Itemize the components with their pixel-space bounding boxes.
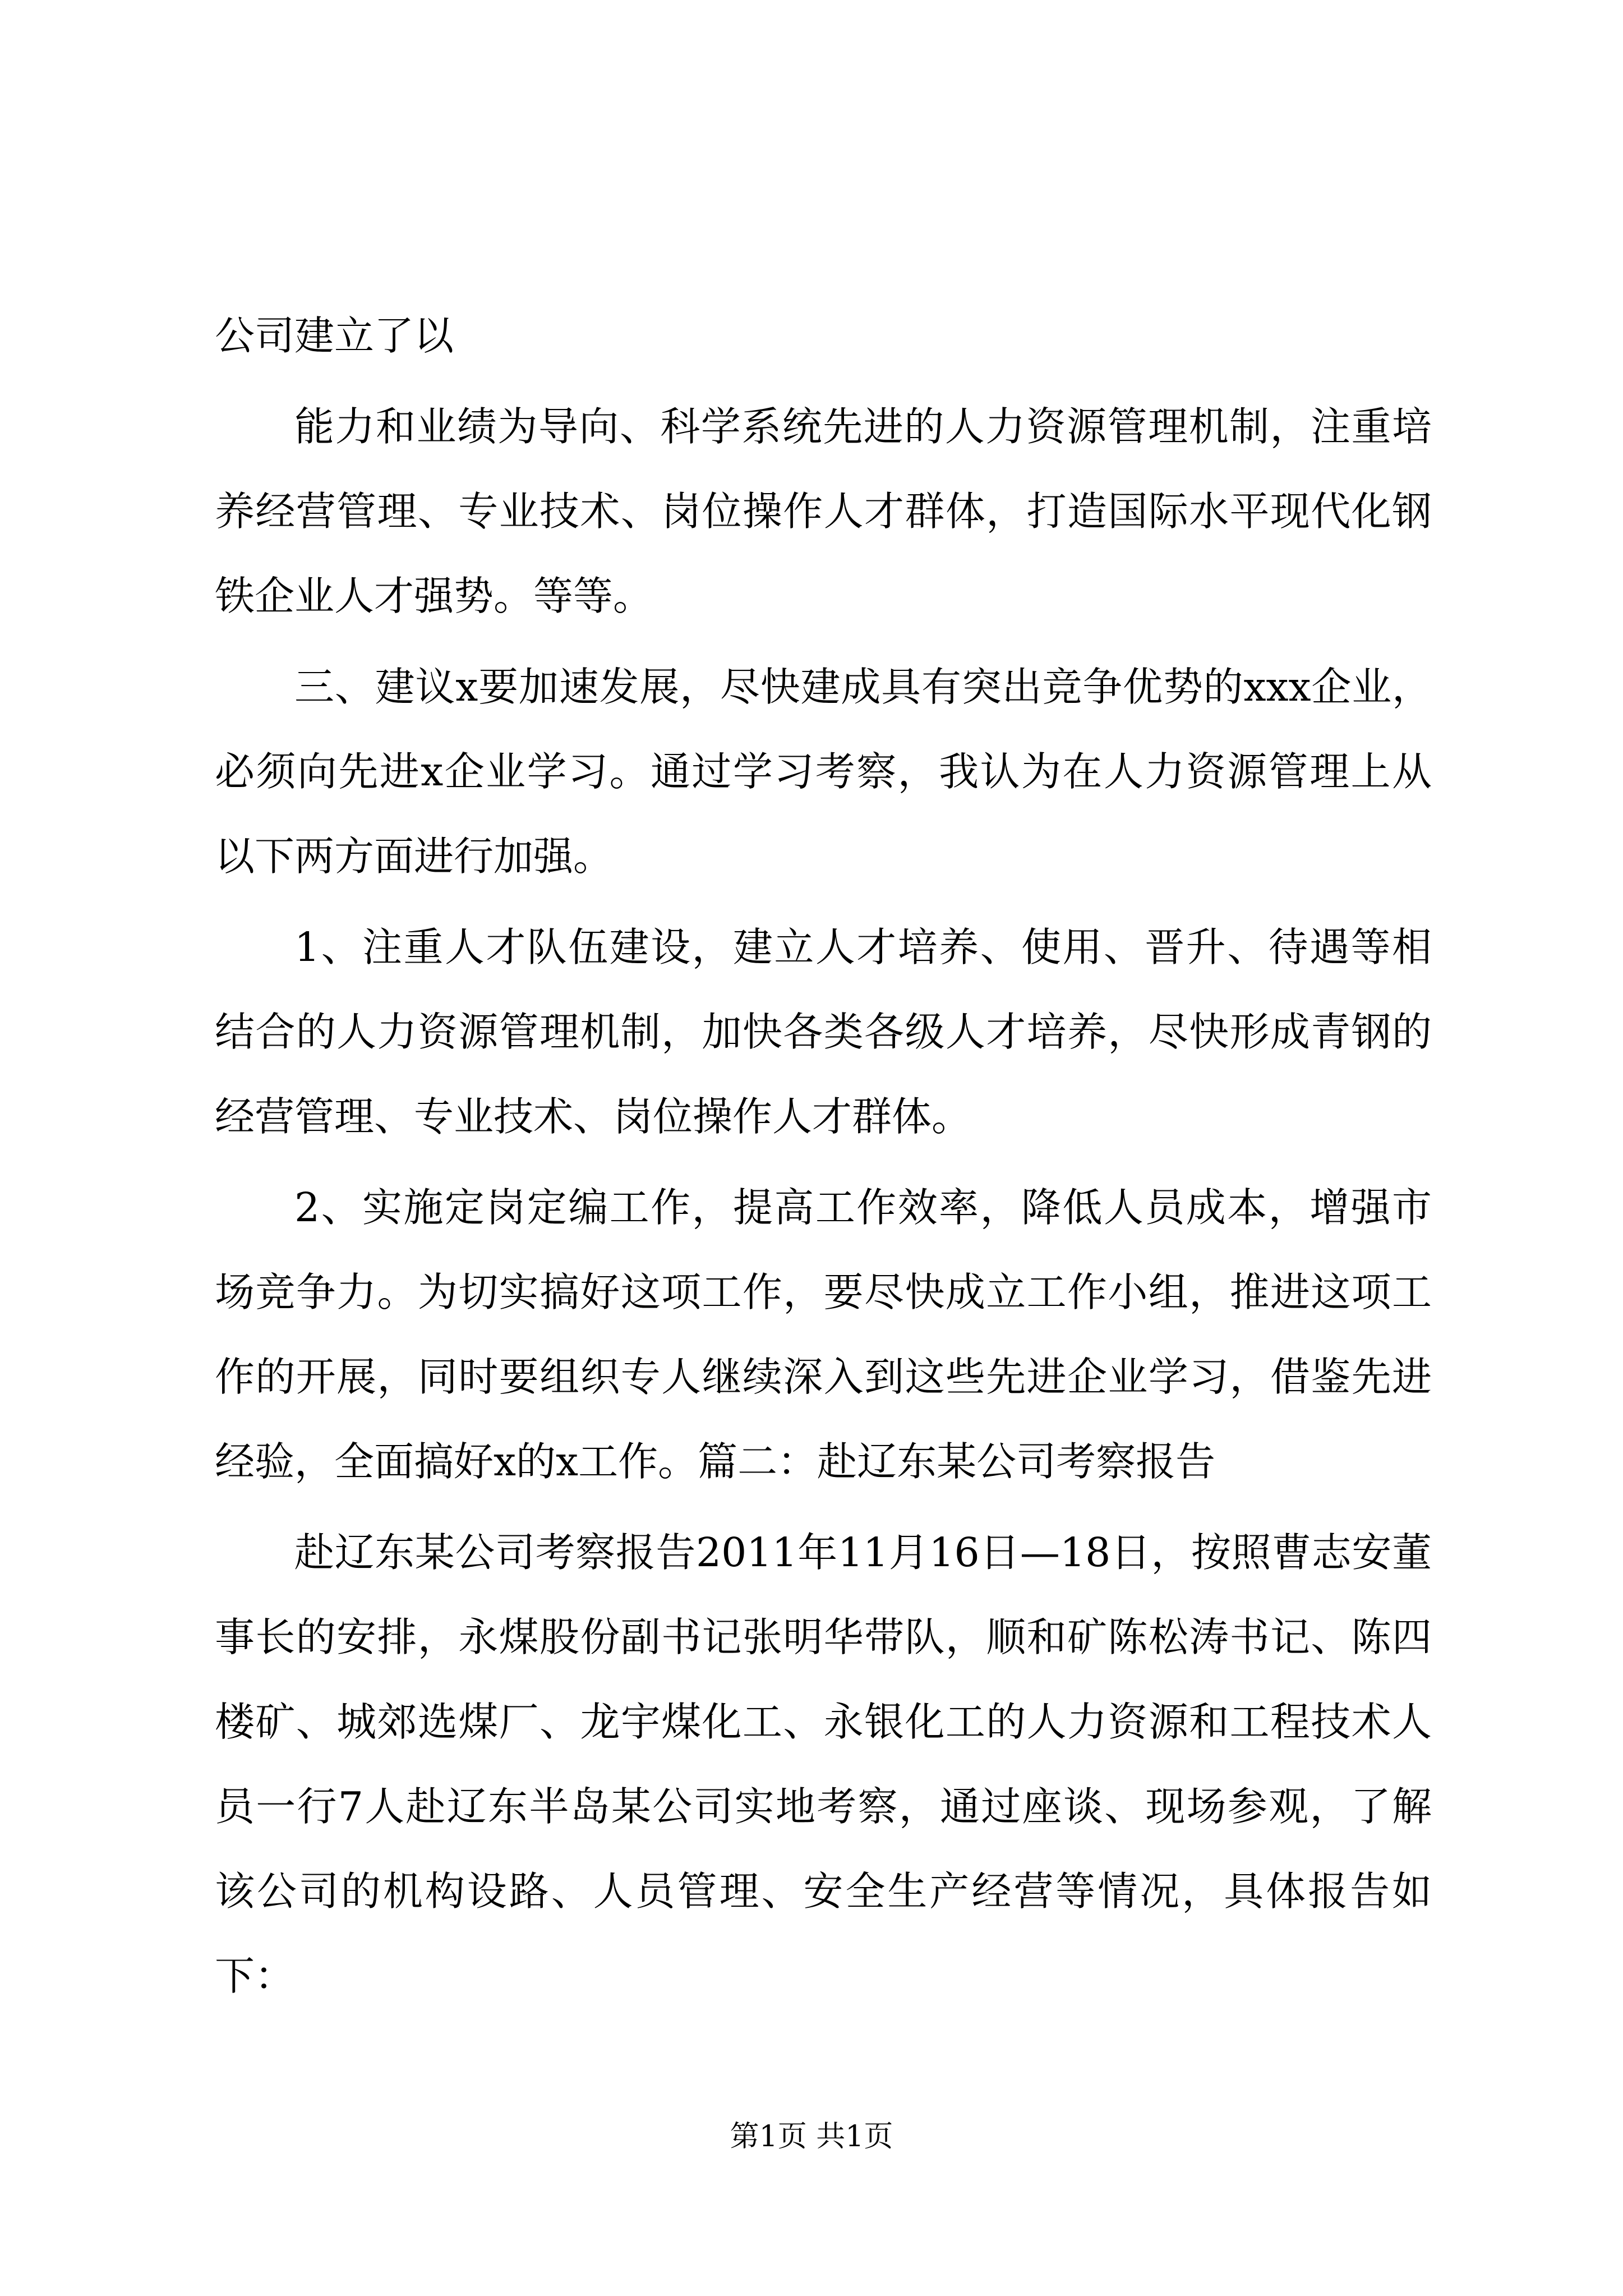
paragraph-5: 2、实施定岗定编工作，提高工作效率，降低人员成本，增强市场竞争力。为切实搞好这项工作，要尽快成立工作小组，推进这项工作的开展，同时要组织专人继续深入到这些先进企业学习，借鉴先进经验，全面搞好x的x工作。篇二：赴辽东某公司考察报告: [215, 1184, 1432, 1485]
paragraph-6: 赴辽东某公司考察报告2011年11月16日—18日，按照曹志安董事长的安排，永煤股份副书记张明华带队，顺和矿陈松涛书记、陈四楼矿、城郊选煤厂、龙宇煤化工、永银化工的人力资源和工程技术人员一行7人赴辽东半岛某公司实地考察，通过座谈、现场参观，了解该公司的机构设路、人员管理、安全生产经营等情况，具体报告如下：: [215, 1529, 1432, 1999]
document-body: [215, 293, 1432, 2024]
paragraph-4: 1、注重人才队伍建设，建立人才培养、使用、晋升、待遇等相结合的人力资源管理机制，加快各类各级人才培养，尽快形成青钢的经营管理、专业技术、岗位操作人才群体。: [215, 924, 1432, 1140]
paragraph-3: 三、建议x要加速发展，尽快建成具有突出竞争优势的xxx企业，必须向先进x企业学习。通过学习考察，我认为在人力资源管理上从以下两方面进行加强。: [215, 664, 1432, 880]
paragraph-2: 能力和业绩为导向、科学系统先进的人力资源管理机制，注重培养经营管理、专业技术、岗位操作人才群体，打造国际水平现代化钢铁企业人才强势。等等。: [215, 403, 1432, 619]
paragraph-1: 公司建立了以: [215, 312, 454, 359]
page-footer: 第1页 共1页: [730, 2120, 893, 2154]
